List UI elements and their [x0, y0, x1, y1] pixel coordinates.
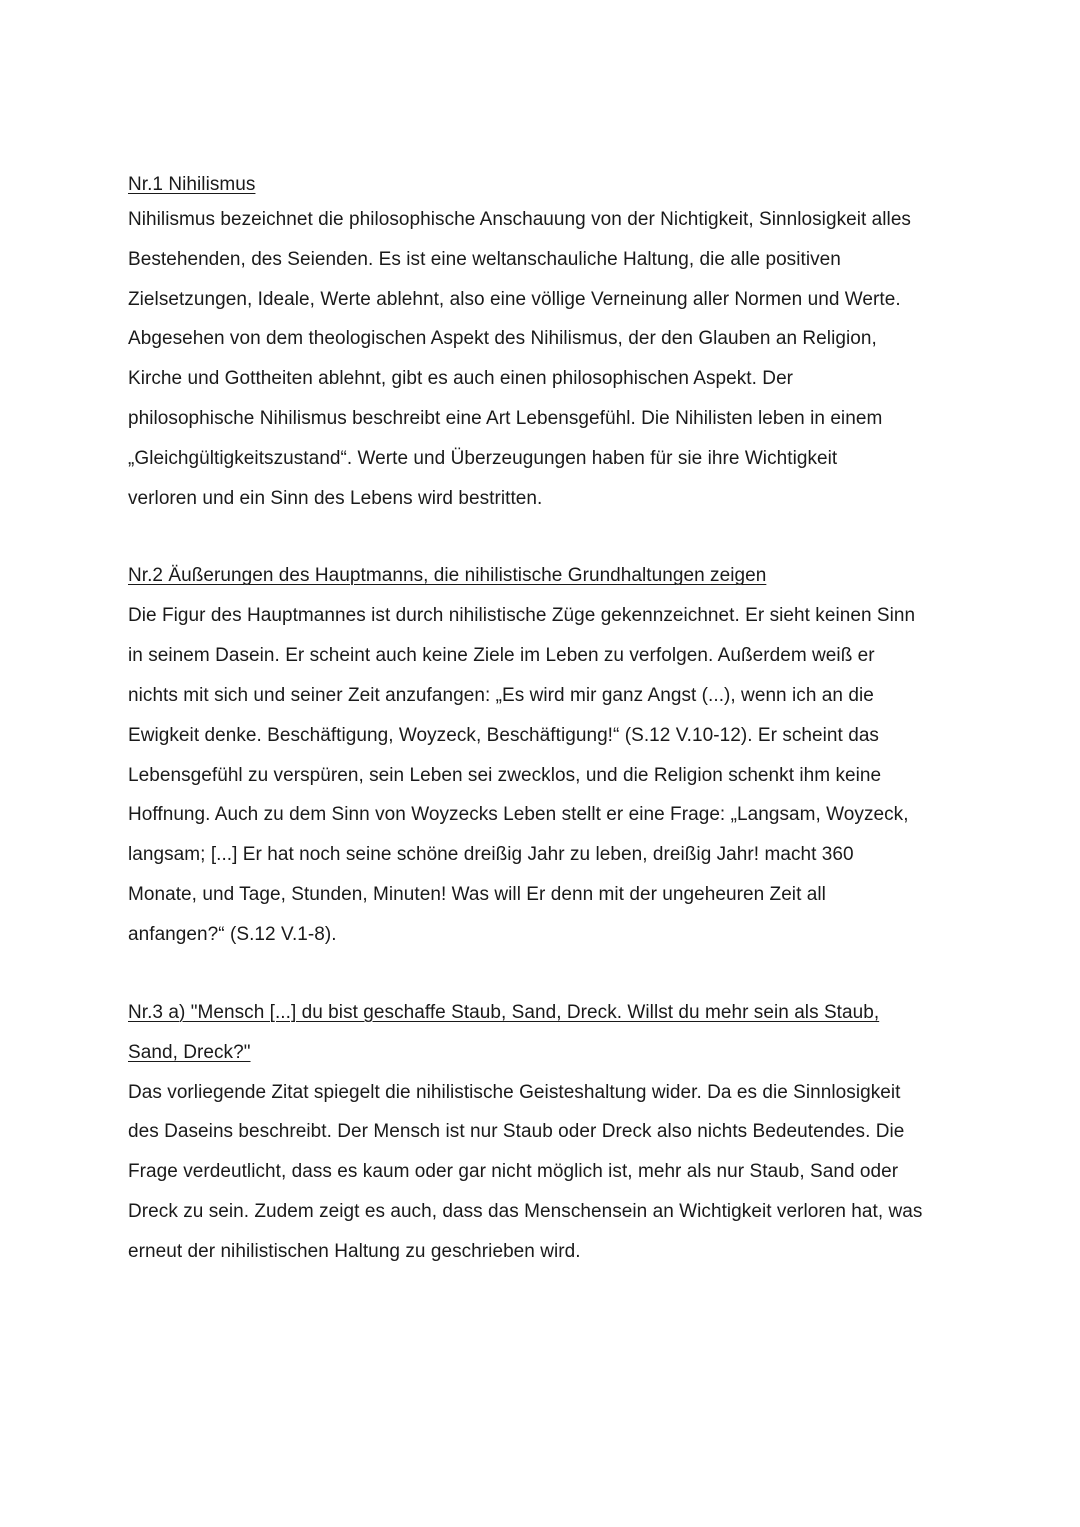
section-body — [128, 596, 958, 954]
text-line: Hoffnung. Auch zu dem Sinn von Woyzecks Leben stellt er eine Frage: „Langsam, Woyzeck, — [128, 804, 909, 826]
section-body — [128, 1073, 958, 1272]
section-zitat — [128, 993, 958, 1272]
text-line: Ewigkeit denke. Beschäftigung, Woyzeck, Beschäftigung!“ (S.12 V.10-12). Er scheint das — [128, 724, 879, 746]
text-line: Abgesehen von dem theologischen Aspekt des Nihilismus, der den Glauben an Religion, — [128, 328, 877, 350]
text-line: des Daseins beschreibt. Der Mensch ist nur Staub oder Dreck also nichts Bedeutendes. Die — [128, 1121, 905, 1143]
section-heading: Nr.2 Äußerungen des Hauptmanns, die nihilistische Grundhaltungen zeigen — [128, 565, 767, 587]
text-line: verloren und ein Sinn des Lebens wird bestritten. — [128, 487, 543, 509]
section-body — [128, 200, 958, 518]
text-line: Dreck zu sein. Zudem zeigt es auch, dass das Menschensein an Wichtigkeit verloren hat, was — [128, 1200, 923, 1222]
text-line: langsam; [...] Er hat noch seine schöne dreißig Jahr zu leben, dreißig Jahr! macht 360 — [128, 844, 854, 866]
text-line: nichts mit sich und seiner Zeit anzufangen: „Es wird mir ganz Angst (...), wenn ich an die — [128, 684, 874, 706]
text-line: philosophische Nihilismus beschreibt eine Art Lebensgefühl. Die Nihilisten leben in einem — [128, 407, 883, 429]
text-line: Zielsetzungen, Ideale, Werte ablehnt, also eine völlige Verneinung aller Normen und Werte. — [128, 288, 901, 310]
text-line: Das vorliegende Zitat spiegelt die nihilistische Geisteshaltung wider. Da es die Sinnlosigkeit — [128, 1081, 901, 1103]
section-hauptmann — [128, 556, 958, 954]
text-line: Nihilismus bezeichnet die philosophische Anschauung von der Nichtigkeit, Sinnlosigkeit alles — [128, 209, 911, 230]
text-line: erneut der nihilistischen Haltung zu geschrieben wird. — [128, 1240, 581, 1262]
text-line: anfangen?“ (S.12 V.1-8). — [128, 923, 337, 945]
text-line: Kirche und Gottheiten ablehnt, gibt es auch einen philosophischen Aspekt. Der — [128, 368, 794, 390]
section-heading-line: Sand, Dreck?" — [128, 1041, 251, 1063]
text-line: „Gleichgültigkeitszustand“. Werte und Überzeugungen haben für sie ihre Wichtigkeit — [128, 447, 838, 469]
text-line: Die Figur des Hauptmannes ist durch nihilistische Züge gekennzeichnet. Er sieht keinen Sinn — [128, 605, 916, 627]
text-line: in seinem Dasein. Er scheint auch keine Ziele im Leben zu verfolgen. Außerdem weiß er — [128, 645, 875, 667]
text-line: Monate, und Tage, Stunden, Minuten! Was will Er denn mit der ungeheuren Zeit all — [128, 883, 826, 905]
section-heading: Nr.1 Nihilismus — [128, 174, 256, 195]
section-heading-line: Nr.3 a) "Mensch [...] du bist geschaffe Staub, Sand, Dreck. Willst du mehr sein als Staub, — [128, 1001, 880, 1023]
document-page — [128, 170, 958, 1310]
section-nihilismus — [128, 170, 958, 518]
text-line: Bestehenden, des Seienden. Es ist eine weltanschauliche Haltung, die alle positiven — [128, 248, 841, 270]
text-line: Frage verdeutlicht, dass es kaum oder gar nicht möglich ist, mehr als nur Staub, Sand oder — [128, 1161, 899, 1183]
text-line: Lebensgefühl zu verspüren, sein Leben sei zwecklos, und die Religion schenkt ihm keine — [128, 764, 882, 786]
